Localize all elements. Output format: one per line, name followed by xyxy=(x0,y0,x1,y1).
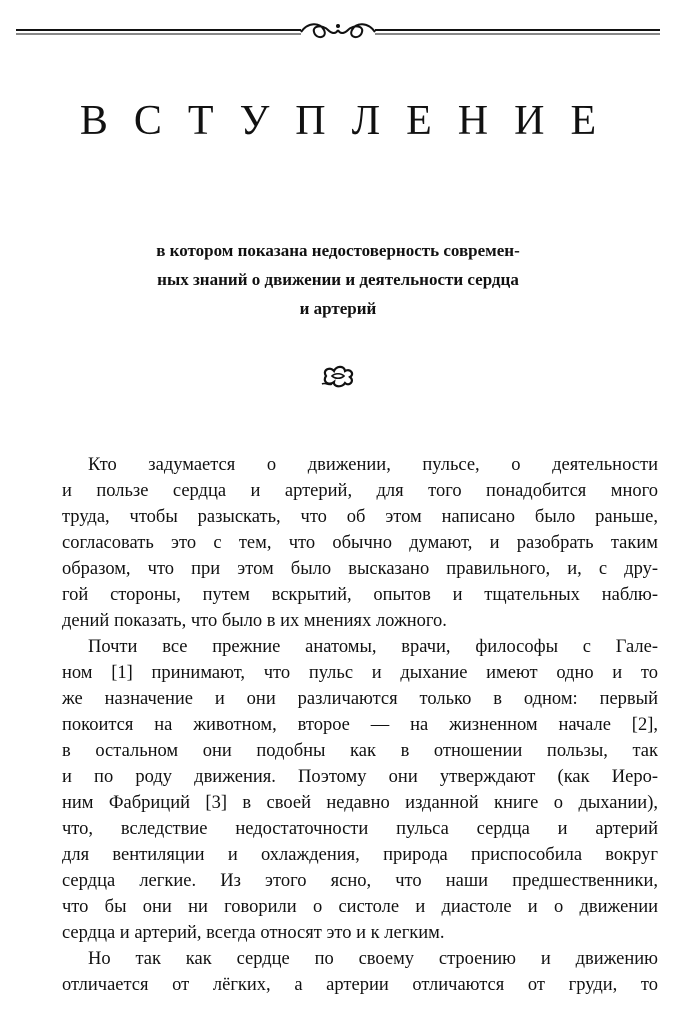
text-line: покоится на животном, второе — на жизненном начале [2], xyxy=(62,715,658,735)
text-line: ном [1] принимают, что пульс и дыхание имеют одно и то xyxy=(62,663,658,683)
text-line: сердца и артерий, всегда относят это и к легким. xyxy=(62,923,445,943)
text-line: Но так как сердце по своему строению и движению xyxy=(88,949,658,969)
text-line: же назначение и они различаются только в одном: первый xyxy=(62,689,658,709)
subtitle-line: ных знаний о движении и деятельности сердца xyxy=(157,270,519,289)
fleuron-icon xyxy=(318,362,358,390)
text-line: отличается от лёгких, а артерии отличаются от груди, то xyxy=(62,975,658,995)
text-line: сердца легкие. Из этого ясно, что наши предшественники, xyxy=(62,871,658,891)
text-line: согласовать это с тем, что обычно думают, и разобрать таким xyxy=(62,533,658,553)
text-line: в остальном они подобны как в отношении пользы, так xyxy=(62,741,658,761)
subtitle-line: в котором показана недостоверность современ- xyxy=(156,241,520,260)
flourish-ornament-icon xyxy=(16,16,660,42)
text-line: ним Фабриций [3] в своей недавно изданной книге о дыхании), xyxy=(62,793,658,813)
subtitle-line: и артерий xyxy=(299,299,377,318)
text-line: труда, чтобы разыскать, что об этом написано было раньше, xyxy=(62,507,658,527)
section-ornament xyxy=(318,362,358,390)
text-line: образом, что при этом было высказано правильного, и, с дру- xyxy=(62,559,658,579)
body-text xyxy=(62,452,658,998)
text-line: Кто задумается о движении, пульсе, о деятельности xyxy=(88,455,658,475)
text-line: и пользе сердца и артерий, для того понадобится много xyxy=(62,481,658,501)
ornamental-header-rule xyxy=(16,16,660,42)
text-line: и по роду движения. Поэтому они утверждают (как Иеро- xyxy=(62,767,658,787)
text-line: гой стороны, путем вскрытий, опытов и тщательных наблю- xyxy=(62,585,658,605)
chapter-title: ВСТУПЛЕНИЕ xyxy=(79,98,623,144)
text-line: для вентиляции и охлаждения, природа приспособила вокруг xyxy=(62,845,658,865)
text-line: что, вследствие недостаточности пульса сердца и артерий xyxy=(62,819,658,839)
text-line: дений показать, что было в их мнениях ложного. xyxy=(62,611,447,631)
chapter-subtitle xyxy=(100,236,576,323)
text-line: что бы они ни говорили о систоле и диастоле и о движении xyxy=(62,897,658,917)
text-line: Почти все прежние анатомы, врачи, философы с Гале- xyxy=(88,637,658,657)
